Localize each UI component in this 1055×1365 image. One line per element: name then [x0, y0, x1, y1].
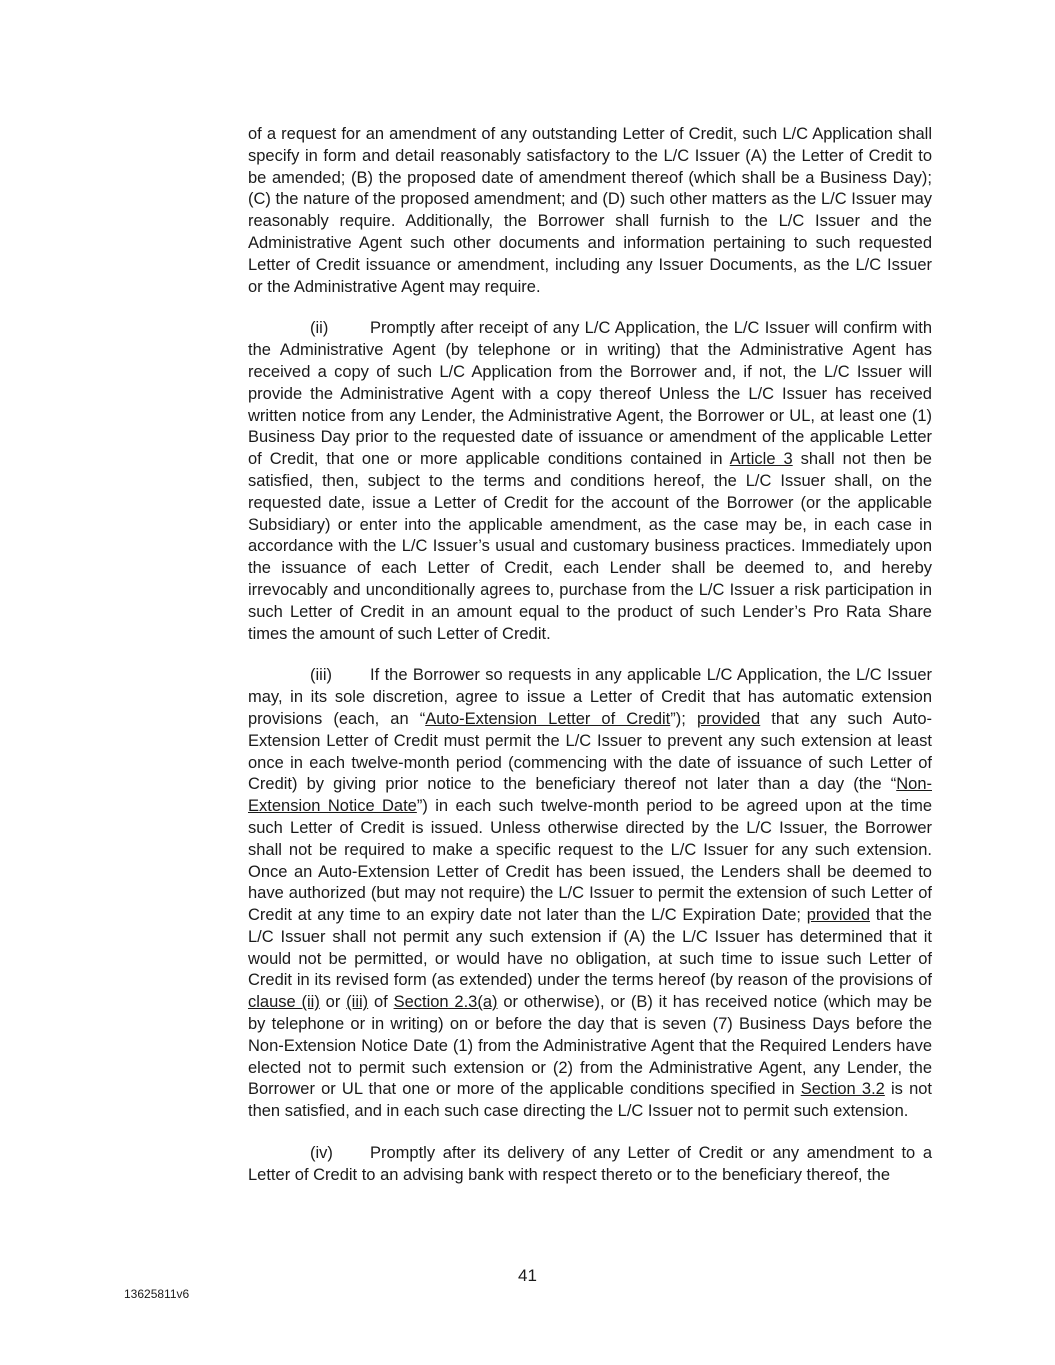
- page-number: 41: [518, 1266, 537, 1285]
- defined-term-non-extension-date: Non-Extension Notice Date: [248, 775, 932, 816]
- proviso-term: provided: [806, 906, 871, 925]
- paragraph-text: that any such Auto-Extension Letter of Credit must permit the L/C Issuer to prevent any such extension at least once in each twelve-month period (commencing with the date of issuance of such Letter of Credit) by giving prior notice to the beneficiary thereof not later than a day (the “: [248, 709, 933, 794]
- paragraph-text: shall not then be satisfied, then, subject to the terms and conditions hereof, the L/C Issuer shall, on the requested date, issue a Letter of Credit for the account of the Borrower (or the applicable Subsidiary) or enter into the applicable amendment, as the case may be, in each case in accordance with the L/C Issuer’s usual and customary business practices. Immediately upon the issuance of each Letter of Credit, each Lender shall be deemed to, and hereby irrevocably and unconditionally agrees to, purchase from the L/C Issuer a risk participation in such Letter of Credit in an amount equal to the product of such Lender’s Pro Rata Share times the amount of such Letter of Credit.: [248, 450, 932, 643]
- paragraph-text: of a request for an amendment of any outstanding Letter of Credit, such L/C Application shall specify in form and detail reasonably satisfactory to the L/C Issuer (A) the Letter of Credit to be amended; (B) the proposed date of amendment thereof (which shall be a Business Day); (C) the nature of the proposed amendment; and (D) such other matters as the L/C Issuer may reasonably require. Additionally, the Borrower shall furnish to the L/C Issuer and the Administrative Agent such other documents and information pertaining to such requested Letter of Credit issuance or amendment, including any Issuer Documents, as the L/C Issuer or the Administrative Agent may require.: [248, 125, 932, 296]
- paragraph-iv: [248, 1143, 932, 1187]
- cross-reference-article-3: Article 3: [729, 450, 793, 469]
- paragraph-text: is not then satisfied, and in each such case directing the L/C Issuer not to permit such extension.: [248, 1080, 933, 1121]
- cross-reference-section-2-3a: Section 2.3(a): [393, 993, 498, 1012]
- paragraph-text: Promptly after its delivery of any Letter of Credit or any amendment to a Letter of Credit to an advising bank with respect thereto or to the beneficiary thereof, the: [248, 1144, 932, 1184]
- cross-reference-clause-ii: clause (ii): [248, 993, 320, 1012]
- paragraph-ii: [248, 318, 932, 645]
- cross-reference-clause-iii: (iii): [346, 993, 369, 1012]
- paragraph-text: that the L/C Issuer shall not permit any such extension if (A) the L/C Issuer has determined that it would not be permitted, or would have no obligation, at such time to issue such Letter of Credit in its revised form (as extended) under the terms hereof (by reason of the provisions of: [248, 906, 932, 990]
- paragraph-continuation: [248, 124, 932, 298]
- paragraph-text: or: [319, 993, 347, 1012]
- paragraph-iii: [248, 665, 932, 1123]
- paragraph-number: (ii): [310, 319, 329, 338]
- document-body: [248, 124, 932, 1207]
- cross-reference-section-3-2: Section 3.2: [800, 1080, 885, 1099]
- document-id: 13625811v6: [124, 1287, 190, 1301]
- paragraph-text: Promptly after receipt of any L/C Application, the L/C Issuer will confirm with the Administrative Agent (by telephone or in writing) that the Administrative Agent has received a copy of such L/C Application from the Borrower and, if not, the L/C Issuer will provide the Administrative Agent with a copy thereof Unless the L/C Issuer has received written notice from any Lender, the Administrative Agent, the Borrower or UL, at least one (1) Business Day prior to the requested date of issuance or amendment of the applicable Letter of Credit, that one or more applicable conditions contained in: [248, 319, 932, 469]
- proviso-term: provided: [696, 709, 761, 728]
- paragraph-text: of: [368, 993, 394, 1012]
- paragraph-text: ”) in each such twelve-month period to be agreed upon at the time such Letter of Credit is issued. Unless otherwise directed by the L/C Issuer, the Borrower shall not be required to make a specific request to the L/C Issuer for any such extension. Once an Auto-Extension Letter of Credit has been issued, the Lenders shall be deemed to have authorized (but may not require) the L/C Issuer to permit the extension of such Letter of Credit at any time to an expiry date not later than the L/C Expiration Date;: [248, 797, 932, 925]
- paragraph-text: If the Borrower so requests in any applicable L/C Application, the L/C Issuer may, in its sole discretion, agree to issue a Letter of Credit that has automatic extension provisions (each, an “: [248, 666, 932, 728]
- paragraph-text: ”);: [670, 709, 697, 728]
- defined-term-auto-extension: Auto-Extension Letter of Credit: [425, 709, 671, 728]
- paragraph-number: (iii): [310, 666, 332, 685]
- paragraph-text: or otherwise), or (B) it has received notice (which may be by telephone or in writing) on or before the day that is seven (7) Business Days before the Non-Extension Notice Date (1) from the Administrative Agent that the Required Lenders have elected not to permit such extension or (2) from the Administrative Agent, any Lender, the Borrower or UL that one or more of the applicable conditions specified in: [248, 993, 933, 1099]
- paragraph-number: (iv): [310, 1144, 333, 1163]
